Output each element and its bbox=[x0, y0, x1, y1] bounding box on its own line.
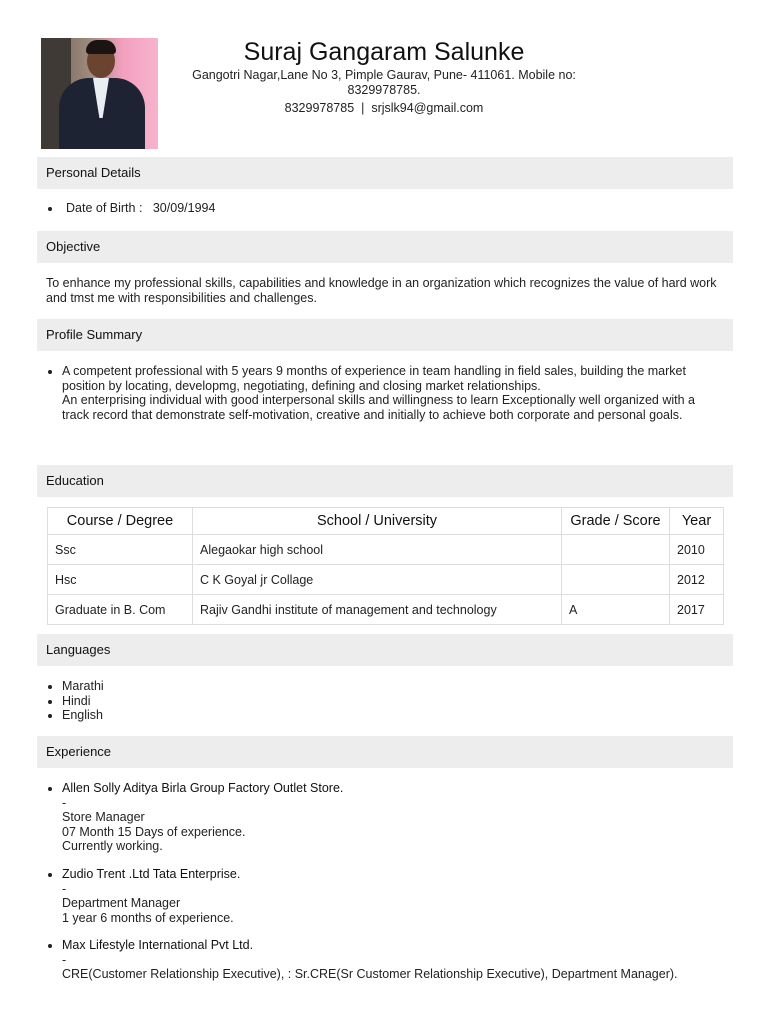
cell: Hsc bbox=[48, 565, 193, 595]
section-education: Education bbox=[37, 465, 733, 497]
profile-photo bbox=[41, 38, 158, 149]
cell: 2017 bbox=[670, 595, 724, 625]
list-item: • Marathi bbox=[62, 679, 726, 694]
education-table bbox=[47, 507, 724, 625]
cell: 2010 bbox=[670, 535, 724, 565]
role: CRE(Customer Relationship Executive), : Sr.CRE(Sr Customer Relationship Executive), Department Manager). bbox=[62, 967, 678, 982]
dob-value: 30/09/1994 bbox=[152, 201, 216, 215]
col-year: Year bbox=[670, 508, 724, 535]
cell: C K Goyal jr Collage bbox=[193, 565, 562, 595]
dash: - bbox=[62, 795, 67, 810]
section-experience: Experience bbox=[37, 736, 733, 768]
experience-list-3 bbox=[46, 938, 726, 982]
col-school: School / University bbox=[193, 508, 562, 535]
email: srjslk94@gmail.com bbox=[371, 101, 484, 115]
profile-summary bbox=[46, 364, 714, 422]
dash: - bbox=[62, 881, 67, 896]
duration: 1 year 6 months of experience. bbox=[62, 910, 234, 925]
dob-label: Date of Birth : bbox=[66, 201, 143, 215]
role: Department Manager bbox=[62, 896, 181, 911]
profile-line-2: An enterprising individual with good interpersonal skills and willingness to learn Exceptionally well organized with a track record that demonstrate self-motivation, creative and initially to achieve both corporate and personal goals. bbox=[62, 393, 695, 422]
cell: Alegaokar high school bbox=[193, 535, 562, 565]
table-row bbox=[48, 595, 724, 625]
address: Gangotri Nagar,Lane No 3, Pimple Gaurav, Pune- 411061. Mobile no: 8329978785. bbox=[192, 68, 576, 97]
list-item bbox=[62, 938, 726, 982]
list-item: • English bbox=[62, 708, 726, 723]
table-row bbox=[48, 535, 724, 565]
objective-text: To enhance my professional skills, capabilities and knowledge in an organization which recognizes the value of hard work and tmst me with responsibilities and challenges. bbox=[46, 276, 717, 305]
header bbox=[170, 36, 598, 116]
cell bbox=[562, 535, 670, 565]
contact-line bbox=[170, 100, 598, 116]
section-languages: Languages bbox=[37, 634, 733, 666]
separator: | bbox=[361, 101, 365, 115]
status: Currently working. bbox=[62, 839, 163, 854]
personal-details bbox=[46, 201, 726, 216]
candidate-name: Suraj Gangaram Salunke bbox=[243, 38, 525, 66]
cell bbox=[562, 565, 670, 595]
section-personal-details: Personal Details bbox=[37, 157, 733, 189]
role: Store Manager bbox=[62, 810, 145, 825]
company: • Allen Solly Aditya Birla Group Factory Outlet Store. bbox=[62, 781, 344, 795]
company: • Zudio Trent .Ltd Tata Enterprise. bbox=[62, 867, 241, 881]
list-item: • Hindi bbox=[62, 694, 726, 709]
cell: Graduate in B. Com bbox=[48, 595, 193, 625]
list-item bbox=[62, 867, 726, 925]
section-profile-summary: Profile Summary bbox=[37, 319, 733, 351]
phone: 8329978785 bbox=[284, 101, 355, 115]
col-grade: Grade / Score bbox=[562, 508, 670, 535]
cell: Ssc bbox=[48, 535, 193, 565]
cell: 2012 bbox=[670, 565, 724, 595]
cell: A bbox=[562, 595, 670, 625]
profile-line-1: A competent professional with 5 years 9 months of experience in team handling in field sales, building the market position by locating, developmg, negotiating, defining and closing market relationships. bbox=[62, 364, 686, 393]
section-objective: Objective bbox=[37, 231, 733, 263]
company: • Max Lifestyle International Pvt Ltd. bbox=[62, 938, 254, 952]
list-item bbox=[62, 781, 726, 854]
experience-list bbox=[46, 781, 726, 854]
col-course: Course / Degree bbox=[48, 508, 193, 535]
table-row bbox=[48, 565, 724, 595]
duration: 07 Month 15 Days of experience. bbox=[62, 824, 246, 839]
experience-list-2 bbox=[46, 867, 726, 925]
languages-list bbox=[46, 679, 726, 723]
dash: - bbox=[62, 952, 67, 967]
cell: Rajiv Gandhi institute of management and technology bbox=[193, 595, 562, 625]
